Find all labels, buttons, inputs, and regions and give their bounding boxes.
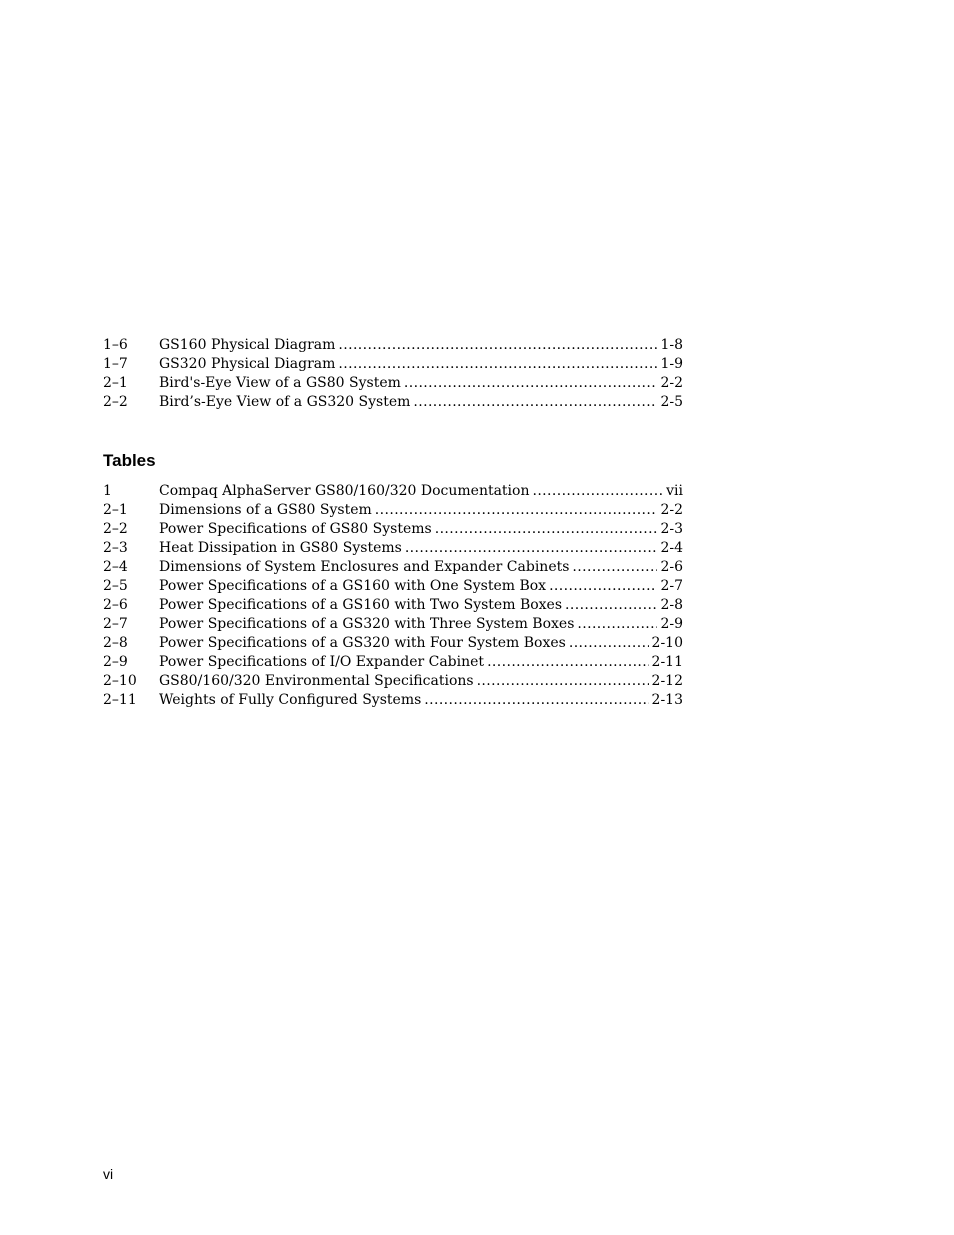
- entry-page-number: 2-2: [660, 375, 683, 391]
- dot-leader: [532, 482, 663, 501]
- entry-page-number: 2-6: [660, 559, 683, 575]
- table-entry: [103, 539, 683, 558]
- figure-entry: [103, 374, 683, 393]
- dot-leader: [572, 558, 657, 577]
- dot-leader: [338, 355, 657, 374]
- entry-title: Dimensions of a GS80 System: [159, 502, 372, 518]
- dot-leader: [477, 672, 649, 691]
- table-entry: [103, 615, 683, 634]
- entry-number: 2–1: [103, 502, 128, 518]
- entry-title: Weights of Fully Configured Systems: [159, 692, 422, 708]
- figure-entry: [103, 393, 683, 412]
- table-entry: [103, 596, 683, 615]
- dot-leader: [375, 501, 658, 520]
- entry-number: 2–2: [103, 394, 128, 410]
- entry-number: 2–6: [103, 597, 128, 613]
- dot-leader: [565, 596, 657, 615]
- page-number: vi: [103, 1166, 114, 1182]
- dot-leader: [413, 393, 657, 412]
- entry-number: 2–1: [103, 375, 128, 391]
- entry-page-number: 2-3: [660, 521, 683, 537]
- tables-list: [103, 482, 683, 710]
- entry-number: 2–5: [103, 578, 128, 594]
- entry-page-number: 2-12: [651, 673, 683, 689]
- entry-title: Compaq AlphaServer GS80/160/320 Documentation: [159, 483, 530, 499]
- entry-page-number: 2-7: [660, 578, 683, 594]
- table-entry: [103, 501, 683, 520]
- entry-number: 1–6: [103, 337, 128, 353]
- entry-number: 2–3: [103, 540, 128, 556]
- table-entry: [103, 482, 683, 501]
- figure-entry: [103, 336, 683, 355]
- entry-page-number: 2-2: [660, 502, 683, 518]
- entry-page-number: 1-9: [660, 356, 683, 372]
- dot-leader: [435, 520, 658, 539]
- entry-number: 2–9: [103, 654, 128, 670]
- entry-number: 1–7: [103, 356, 128, 372]
- table-entry: [103, 558, 683, 577]
- table-entry: [103, 577, 683, 596]
- figures-list: [103, 336, 683, 412]
- entry-title: GS80/160/320 Environmental Specifications: [159, 673, 474, 689]
- entry-page-number: 2-8: [660, 597, 683, 613]
- entry-title: GS320 Physical Diagram: [159, 356, 336, 372]
- dot-leader: [569, 634, 649, 653]
- dot-leader: [338, 336, 657, 355]
- entry-page-number: vii: [666, 483, 683, 499]
- dot-leader: [577, 615, 657, 634]
- entry-number: 2–7: [103, 616, 128, 632]
- dot-leader: [549, 577, 657, 596]
- table-entry: [103, 672, 683, 691]
- entry-title: Bird’s-Eye View of a GS320 System: [159, 394, 411, 410]
- dot-leader: [424, 691, 648, 710]
- entry-title: Dimensions of System Enclosures and Expander Cabinets: [159, 559, 570, 575]
- entry-number: 2–11: [103, 692, 137, 708]
- entry-number: 1: [103, 483, 112, 499]
- entry-number: 2–2: [103, 521, 128, 537]
- entry-title: Bird's-Eye View of a GS80 System: [159, 375, 401, 391]
- tables-heading: Tables: [103, 451, 156, 470]
- entry-title: Power Specifications of a GS320 with Three System Boxes: [159, 616, 575, 632]
- entry-page-number: 2-11: [651, 654, 683, 670]
- entry-title: Power Specifications of a GS160 with Two System Boxes: [159, 597, 563, 613]
- entry-title: Power Specifications of I/O Expander Cabinet: [159, 654, 485, 670]
- entry-page-number: 2-4: [660, 540, 683, 556]
- entry-title: Power Specifications of a GS160 with One System Box: [159, 578, 547, 594]
- entry-title: Heat Dissipation in GS80 Systems: [159, 540, 402, 556]
- dot-leader: [487, 653, 648, 672]
- entry-title: Power Specifications of GS80 Systems: [159, 521, 432, 537]
- table-entry: [103, 634, 683, 653]
- table-entry: [103, 520, 683, 539]
- table-entry: [103, 691, 683, 710]
- entry-number: 2–10: [103, 673, 137, 689]
- entry-page-number: 2-13: [651, 692, 683, 708]
- entry-page-number: 1-8: [660, 337, 683, 353]
- entry-title: GS160 Physical Diagram: [159, 337, 336, 353]
- entry-page-number: 2-5: [660, 394, 683, 410]
- dot-leader: [405, 539, 658, 558]
- entry-page-number: 2-10: [651, 635, 683, 651]
- table-entry: [103, 653, 683, 672]
- entry-number: 2–8: [103, 635, 128, 651]
- figure-entry: [103, 355, 683, 374]
- dot-leader: [404, 374, 658, 393]
- entry-number: 2–4: [103, 559, 128, 575]
- entry-page-number: 2-9: [660, 616, 683, 632]
- entry-title: Power Specifications of a GS320 with Four System Boxes: [159, 635, 566, 651]
